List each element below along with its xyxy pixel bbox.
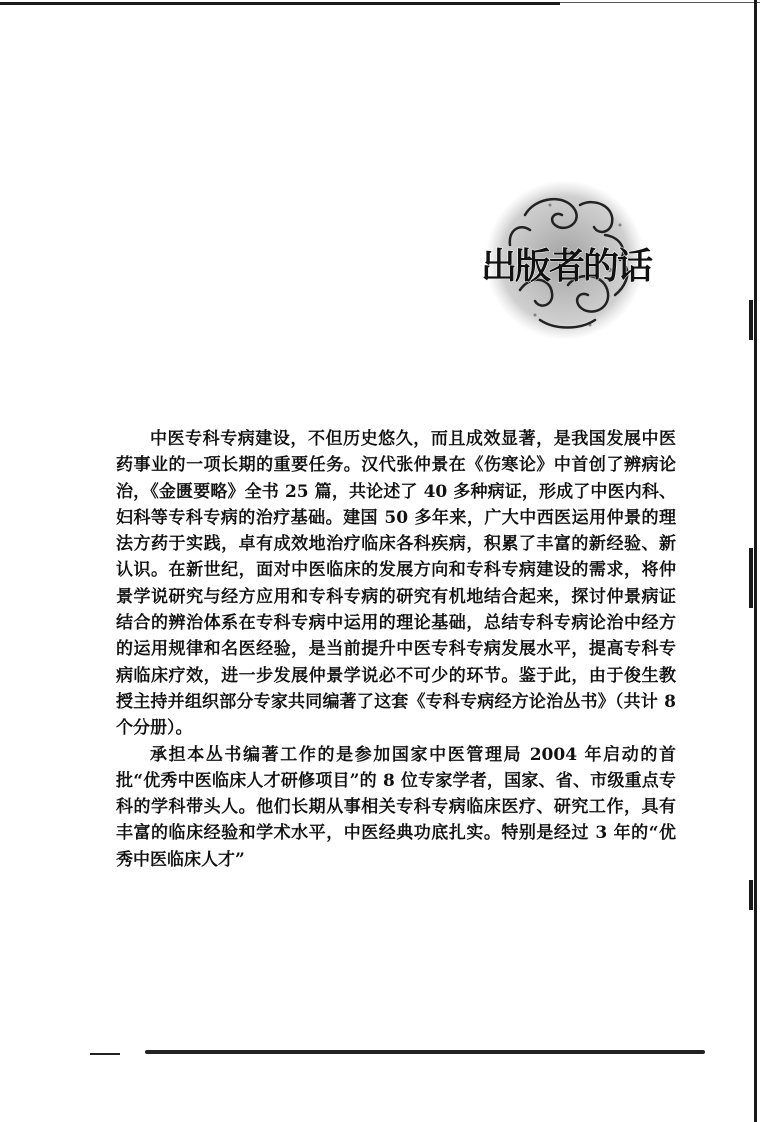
paragraph: 承担本丛书编著工作的是参加国家中医管理局 2004 年启动的首批“优秀中医临床人才研修项目”的 8 位专家学者，国家、省、市级重点专科的学科带头人。他们长期从事相关专科专病临床医疗、研究工作，具有丰富的临床经验和学术水平，中医经典功底扎实。特别是经过 3 年的“优秀中医临床人才” bbox=[116, 744, 676, 870]
preface-body bbox=[116, 426, 676, 873]
page-title: 出版者的话 bbox=[480, 245, 651, 287]
paragraph: 中医专科专病建设，不但历史悠久，而且成效显著，是我国发展中医药事业的一项长期的重要任务。汉代张仲景在《伤寒论》中首创了辨病论治，《金匮要略》全书 25 篇，共论述了 40 多种病证，形成了中医内科、妇科等专科专病的治疗基础。建国 50 多年来，广大中西医运用仲景的理法方药于实践，卓有成效地治疗临床各科疾病，积累了丰富的新经验、新认识。在新世纪，面对中医临床的发展方向和专科专病建设的需求，将仲景学说研究与经方应用和专科专病的研究有机地结合起来，探讨仲景病证结合的辨治体系在专科专病中运用的理论基础，总结专科专病论治中经方的运用规律和名医经验，是当前提升中医专科专病发展水平，提高专科专病临床疗效，进一步发展仲景学说必不可少的环节。鉴于此，由于俊生教授主持并组织部分专家共同编著了这套《专科专病经方论治丛书》（共计 8 个分册）。 bbox=[116, 429, 676, 739]
right-edge-mark bbox=[749, 880, 753, 910]
bottom-border-line bbox=[90, 1053, 120, 1055]
top-border-line bbox=[0, 2, 560, 5]
right-edge-mark bbox=[749, 548, 753, 608]
top-border-line-thin bbox=[560, 2, 760, 3]
section-heading-emblem bbox=[480, 175, 650, 345]
right-page-edge bbox=[754, 0, 757, 1122]
right-edge-mark bbox=[749, 300, 753, 340]
bottom-border-line bbox=[145, 1050, 705, 1054]
